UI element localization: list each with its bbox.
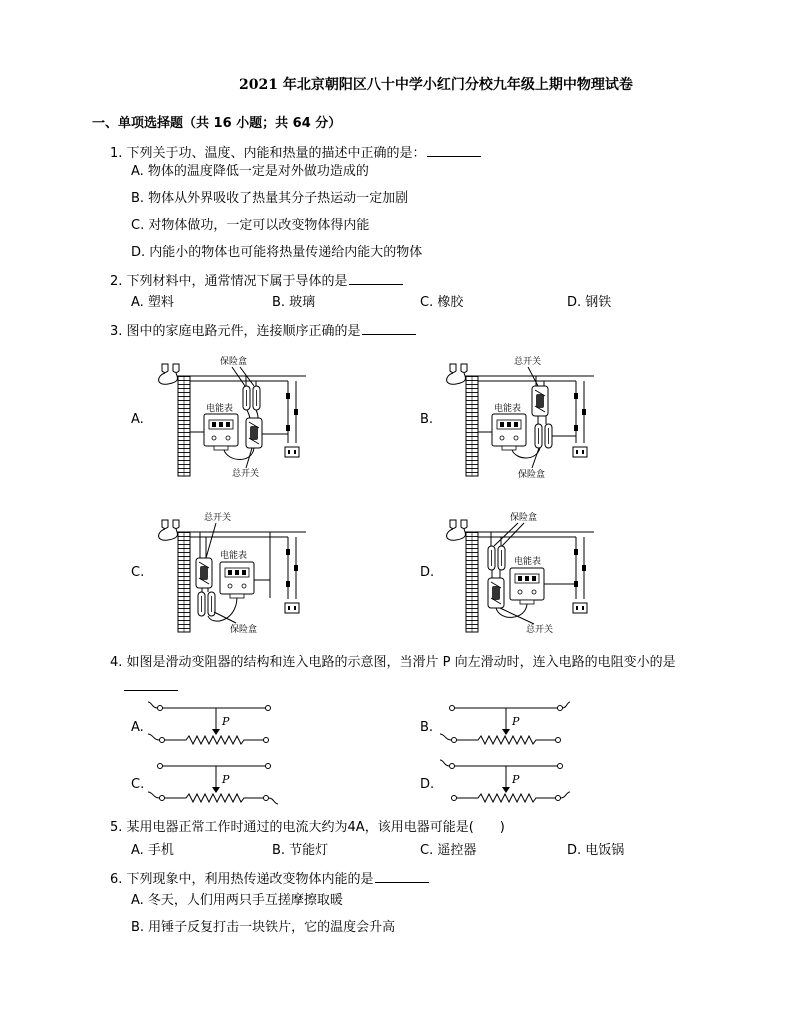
main-switch-icon xyxy=(488,578,504,608)
question-1-text: 1. 下列关于功、温度、内能和热量的描述中正确的是： xyxy=(110,146,426,161)
question-3-figure-b-label: B. xyxy=(420,412,434,427)
slider-arrow xyxy=(212,729,220,735)
insulator-icon xyxy=(159,520,179,540)
terminal xyxy=(452,796,457,801)
question-4-figure-c-label: C. xyxy=(131,777,145,792)
terminal xyxy=(158,764,163,769)
electric-meter-icon xyxy=(510,568,544,604)
lead-wire xyxy=(563,702,571,708)
question-3-figure-c-label: C. xyxy=(131,565,145,580)
answer-blank xyxy=(375,870,429,883)
question-3-figure-a-label: A. xyxy=(131,412,144,427)
question-6-option-b: B. 用锤子反复打击一块铁片，它的温度会升高 xyxy=(131,920,396,935)
question-2-option-a: A. 塑料 xyxy=(131,295,174,310)
lead-wire xyxy=(148,792,160,798)
terminal xyxy=(266,706,271,711)
terminal xyxy=(556,738,561,743)
terminal xyxy=(558,706,563,711)
lead-wire xyxy=(440,734,452,740)
terminal xyxy=(264,796,269,801)
slider-label: P xyxy=(222,773,230,786)
question-6-text: 6. 下列现象中，利用热传递改变物体内能的是 xyxy=(110,872,374,887)
rheostat-figure-a xyxy=(148,700,278,748)
electric-meter-icon xyxy=(492,414,526,450)
electric-meter-icon xyxy=(220,562,254,598)
fuse-box-icon xyxy=(535,424,552,448)
rheostat-figure-b xyxy=(440,700,570,748)
question-4-blank-line xyxy=(123,678,178,696)
question-2-option-b: B. 玻璃 xyxy=(272,295,316,310)
main-switch-label: 总开关 xyxy=(204,513,232,523)
question-5-option-b: B. 节能灯 xyxy=(272,843,329,858)
wall-icon xyxy=(178,532,190,632)
socket-icon xyxy=(285,381,299,457)
question-6-option-a: A. 冬天，人们用两只手互搓摩擦取暖 xyxy=(131,893,343,908)
main-switch-icon xyxy=(196,558,212,588)
main-switch-label: 总开关 xyxy=(526,625,554,635)
question-4-figure-d-label: D. xyxy=(420,777,435,792)
question-2-stem xyxy=(110,272,403,290)
slider-label: P xyxy=(512,715,520,728)
question-3-figure-d-label: D. xyxy=(420,565,435,580)
insulator-icon xyxy=(447,364,467,384)
lead-wire xyxy=(148,734,160,740)
question-3-stem xyxy=(110,322,416,340)
circuit-figure-a xyxy=(148,352,313,482)
electric-meter-label: 电能表 xyxy=(514,557,542,567)
fuse-box-label: 保险盒 xyxy=(220,357,248,367)
electric-meter-icon xyxy=(204,414,238,450)
circuit-figure-d xyxy=(436,508,601,638)
slider-label: P xyxy=(222,715,230,728)
slider-arrow xyxy=(502,729,510,735)
resistance-wire xyxy=(165,794,264,802)
answer-blank xyxy=(362,322,416,335)
question-1-option-c: C. 对物体做功，一定可以改变物体得内能 xyxy=(131,218,370,233)
question-5-option-c: C. 遥控器 xyxy=(420,843,477,858)
fuse-box-label: 保险盒 xyxy=(518,470,546,480)
question-1-option-a: A. 物体的温度降低一定是对外做功造成的 xyxy=(131,164,369,179)
insulator-icon xyxy=(447,520,467,540)
terminal xyxy=(160,738,165,743)
question-5-stem: 5. 某用电器正常工作时通过的电流大约为4A，该用电器可能是( ) xyxy=(110,820,505,835)
terminal xyxy=(266,764,271,769)
circuit-figure-c xyxy=(148,508,313,638)
resistance-wire xyxy=(165,736,264,744)
question-5-option-d: D. 电饭锅 xyxy=(567,843,625,858)
resistance-wire xyxy=(457,794,556,802)
lead-wire xyxy=(148,702,158,708)
socket-icon xyxy=(285,537,299,613)
socket-icon xyxy=(573,381,587,457)
main-switch-icon xyxy=(246,418,262,448)
terminal xyxy=(158,706,163,711)
question-2-text: 2. 下列材料中，通常情况下属于导体的是 xyxy=(110,274,348,289)
wall-icon xyxy=(178,376,190,476)
rheostat-figure-d xyxy=(440,758,570,806)
question-1-stem xyxy=(110,144,481,162)
question-2-option-d: D. 钢铁 xyxy=(567,295,612,310)
answer-blank xyxy=(349,272,403,285)
electric-meter-label: 电能表 xyxy=(220,551,248,561)
fuse-box-label: 保险盒 xyxy=(230,625,258,635)
wall-icon xyxy=(466,532,478,632)
exam-title: 2021 年北京朝阳区八十中学小红门分校九年级上期中物理试卷 xyxy=(239,77,633,93)
electric-meter-label: 电能表 xyxy=(494,404,522,414)
lead-wire xyxy=(440,760,450,766)
terminal xyxy=(558,764,563,769)
question-1-option-b: B. 物体从外界吸收了热量其分子热运动一定加剧 xyxy=(131,191,409,206)
section-heading: 一、单项选择题（共 16 小题；共 64 分） xyxy=(92,116,342,131)
rheostat-figure-c xyxy=(148,758,278,806)
answer-blank xyxy=(427,144,481,157)
question-1-option-d: D. 内能小的物体也可能将热量传递给内能大的物体 xyxy=(131,245,423,260)
main-switch-icon xyxy=(532,386,548,416)
answer-blank xyxy=(124,678,178,691)
fuse-box-icon xyxy=(198,592,215,616)
slider-label: P xyxy=(512,773,520,786)
lead-wire xyxy=(269,798,279,804)
terminal xyxy=(160,796,165,801)
slider-arrow xyxy=(502,787,510,793)
insulator-icon xyxy=(159,364,179,384)
terminal xyxy=(450,706,455,711)
question-4-stem: 4. 如图是滑动变阻器的结构和连入电路的示意图，当滑片 P 向左滑动时，连入电路的电阻变小的是 xyxy=(110,655,676,670)
lead-wire xyxy=(561,792,571,798)
main-switch-label: 总开关 xyxy=(514,357,542,367)
terminal xyxy=(556,796,561,801)
fuse-box-label: 保险盒 xyxy=(510,513,538,523)
question-3-text: 3. 图中的家庭电路元件，连接顺序正确的是 xyxy=(110,324,361,339)
circuit-figure-b xyxy=(436,352,601,482)
question-4-figure-a-label: A. xyxy=(131,720,144,735)
main-switch-label: 总开关 xyxy=(232,469,260,479)
question-4-figure-b-label: B. xyxy=(420,720,434,735)
question-2-option-c: C. 橡胶 xyxy=(420,295,464,310)
slider-arrow xyxy=(212,787,220,793)
terminal xyxy=(264,738,269,743)
terminal xyxy=(450,764,455,769)
electric-meter-label: 电能表 xyxy=(206,404,234,414)
resistance-wire xyxy=(457,736,556,744)
question-6-stem xyxy=(110,870,429,888)
fuse-box-icon xyxy=(243,386,260,410)
wall-icon xyxy=(466,376,478,476)
socket-icon xyxy=(573,537,587,613)
fuse-box-icon xyxy=(488,546,505,570)
terminal xyxy=(452,738,457,743)
question-5-option-a: A. 手机 xyxy=(131,843,174,858)
